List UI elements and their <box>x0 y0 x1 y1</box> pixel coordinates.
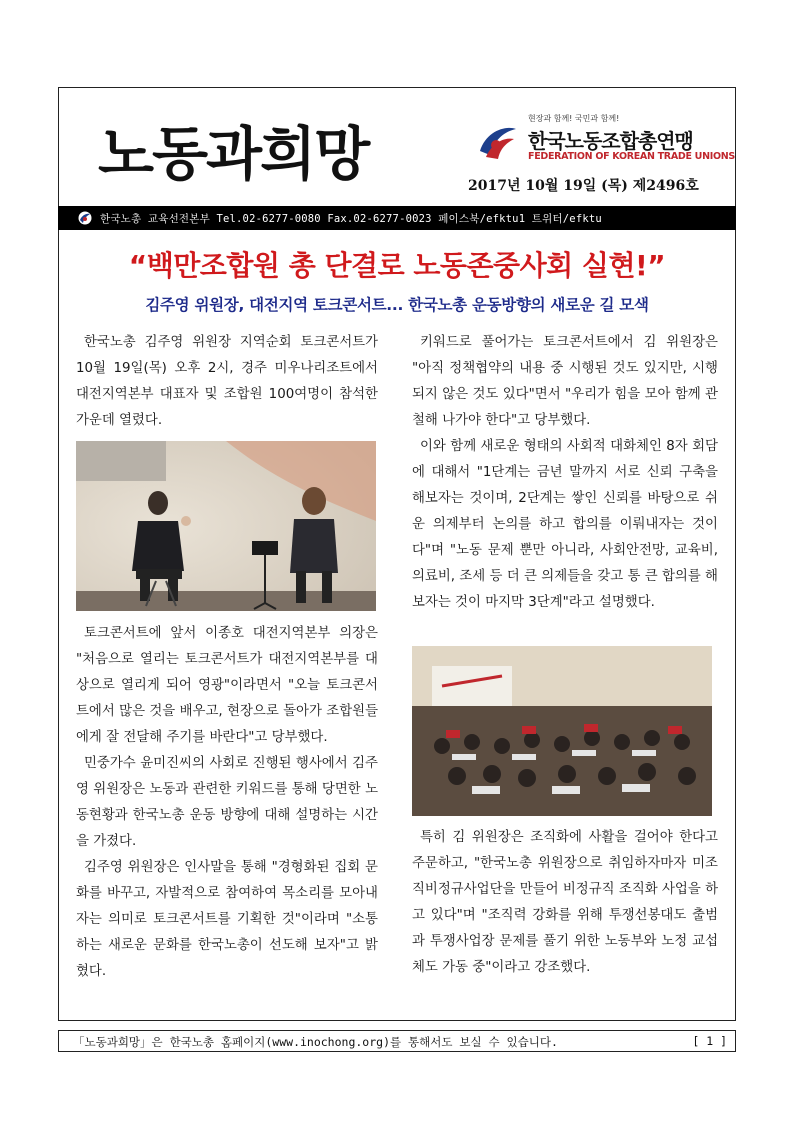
paragraph: 민중가수 윤미진씨의 사회로 진행된 행사에서 김주영 위원장은 노동과 관련한 키워드를 통해 당면한 노동현황과 한국노총 운동 방향에 대해 설명하는 시간을 가졌다. <box>76 756 378 849</box>
org-slogan: 현장과 함께! 국민과 함께! <box>528 114 620 123</box>
contact-bar <box>58 206 736 230</box>
photo-talk-concert <box>76 441 376 611</box>
paragraph: 이와 함께 새로운 형태의 사회적 대화체인 8자 회담에 대해서 "1단계는 금년 말까지 서로 신뢰 구축을 해보자는 것이며, 2단계는 쌓인 신뢰를 바탕으로 쉬운 의제부터 논의를 하고 합의를 이뤄내자는 것이다"며 "노동 문제 뿐만 아니라, 사회안전망, 교육비, 의료비, 조세 등 더 큰 의제들을 갖고 통 큰 합의를 해보자는 것이 마지막 3단계"라고 설명했다. <box>412 439 718 610</box>
right-column-bottom <box>412 825 718 981</box>
left-column-top <box>76 330 378 434</box>
issue-date: 2017년 10월 19일 (목) 제2496호 <box>468 178 699 194</box>
org-english-name: FEDERATION OF KOREAN TRADE UNIONS <box>528 151 735 162</box>
left-column-bottom <box>76 621 378 985</box>
fkt-logo-icon <box>476 121 518 161</box>
paragraph: 특히 김 위원장은 조직화에 사활을 걸어야 한다고 주문하고, "한국노총 위원장으로 취임하자마자 미조직비정규사업단을 만들어 비정규직 조직화 사업을 하고 있다"며 "조직력 강화를 위해 투쟁선봉대도 출범과 투쟁사업장 문제를 풀기 위한 노동부와 노정 교섭체도 가동 중"이라고 강조했다. <box>412 830 718 975</box>
paragraph: 키워드로 풀어가는 토크콘서트에서 김 위원장은 "아직 정책협약의 내용 중 시행된 것도 있지만, 시행 되지 않은 것도 있다"면서 "우리가 힘을 모아 함께 관철해 나가야 한다"고 당부했다. <box>412 335 718 428</box>
article-subheadline: 김주영 위원장, 대전지역 토크콘서트... 한국노총 운동방향의 새로운 길 모색 <box>145 296 649 314</box>
paragraph: 김주영 위원장은 인사말을 통해 "경형화된 집회 문화를 바꾸고, 자발적으로 참여하여 목소리를 모아내자는 의미로 토크콘서트를 기획한 것"이라며 "소통하는 새로운 문화를 한국노총이 선도해 보자"고 밝혔다. <box>76 860 378 979</box>
photo-audience <box>412 646 712 816</box>
paragraph: 한국노총 김주영 위원장 지역순회 토크콘서트가 10월 19일(목) 오후 2시, 경주 미우나리조트에서 대전지역본부 대표자 및 조합원 100여명이 참석한 가운데 열렸다. <box>76 335 378 428</box>
right-column-top <box>412 330 718 616</box>
org-name: 한국노동조합총연맹 <box>528 129 693 153</box>
article-headline: “백만조합원 총 단결로 노동존중사회 실현!” <box>128 249 666 282</box>
page-number: [ 1 ] <box>692 1034 727 1048</box>
page-footer <box>58 1030 736 1052</box>
paragraph: 토크콘서트에 앞서 이종호 대전지역본부 의장은 "처음으로 열리는 토크콘서트가 대전지역본부를 대상으로 열리게 되어 영광"이라면서 "오늘 토크콘서트에서 많은 것을 배우고, 현장으로 돌아가 조합원들에게 잘 전달해 주기를 바란다"고 당부했다. <box>76 626 378 745</box>
newsletter-title: 노동과희망 <box>98 120 369 188</box>
small-logo-icon <box>78 211 92 225</box>
contact-info: 한국노총 교육선전본부 Tel.02-6277-0080 Fax.02-6277-0023 페이스북/efktu1 트위터/efktu <box>100 213 602 225</box>
masthead <box>58 87 736 205</box>
footer-note: 「노동과희망」은 한국노총 홈페이지(www.inochong.org)를 통해서도 보실 수 있습니다. <box>73 1035 558 1049</box>
